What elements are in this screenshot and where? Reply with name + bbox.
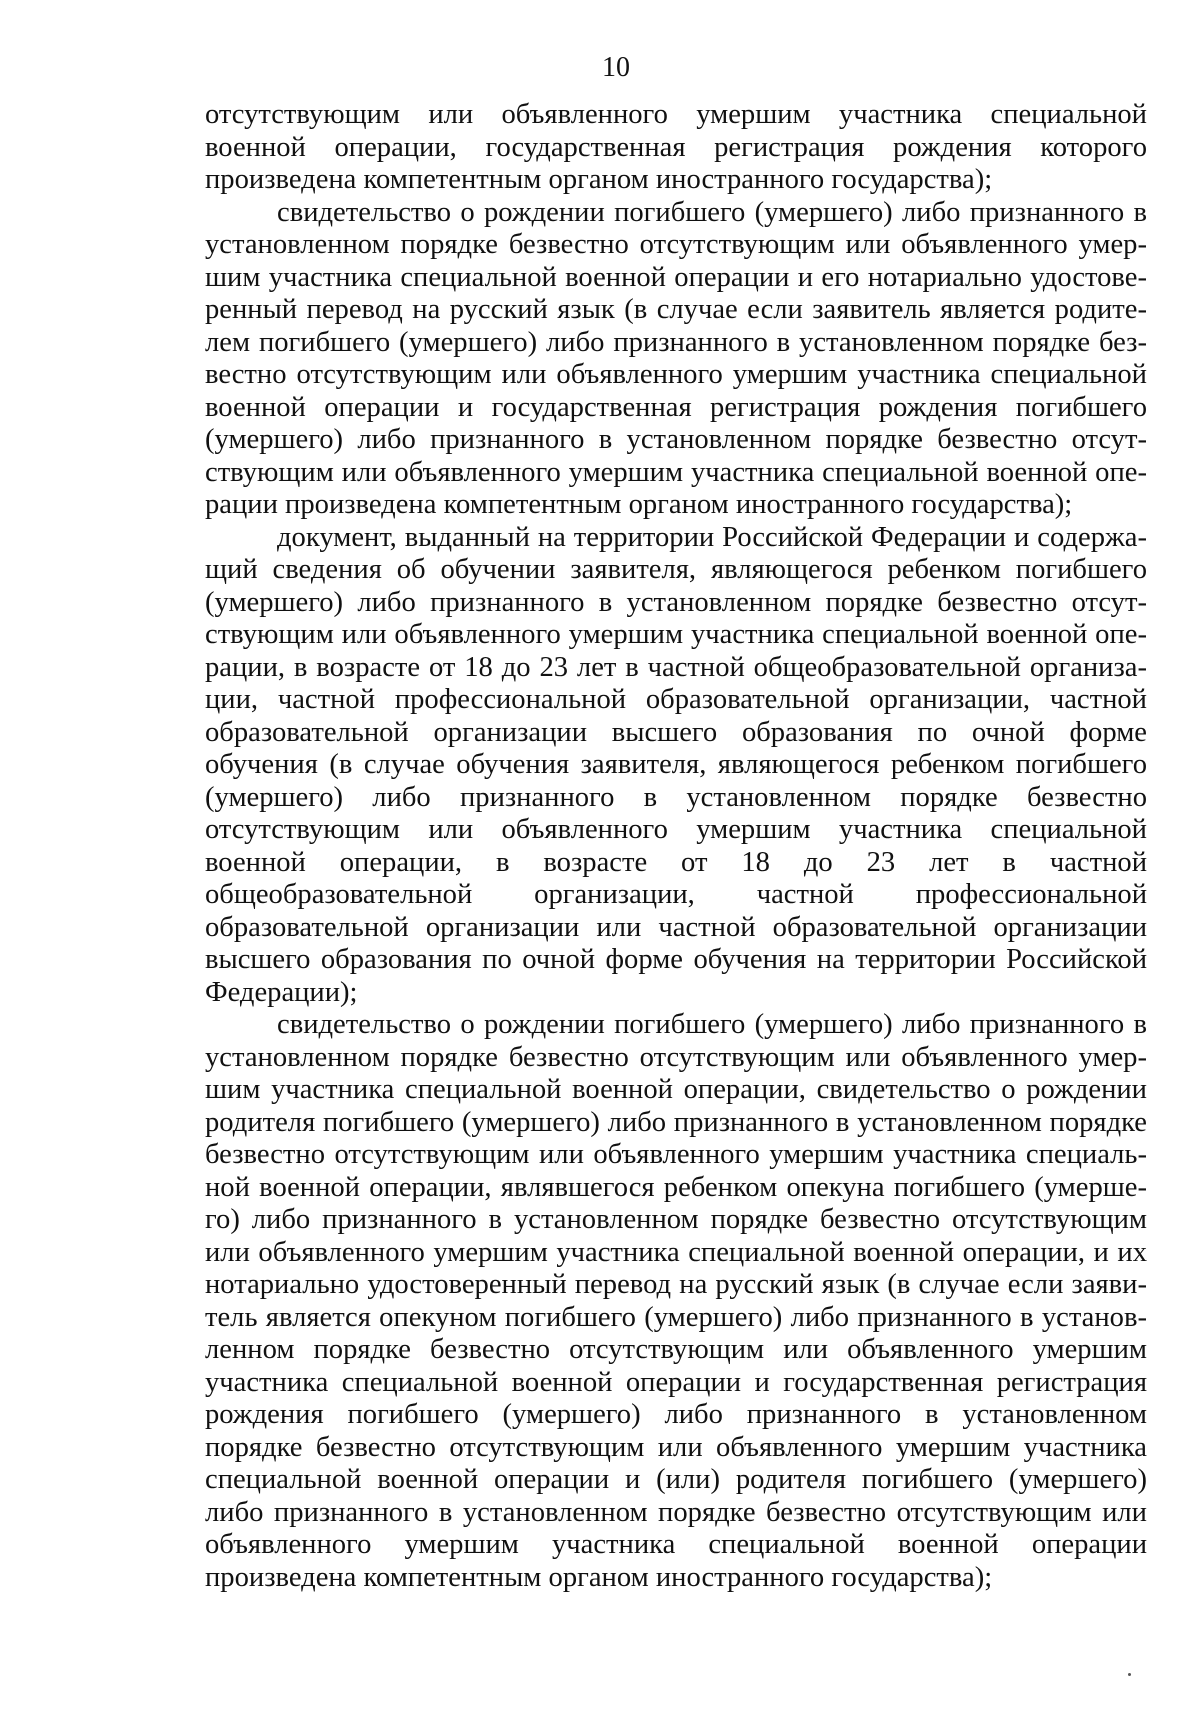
document-body [205, 99, 1147, 1594]
paragraph-1: отсутствующим или объявленного умершим участника специальной военной операции, государственная регистрация рождения которого произведена компетентным органом иностранного государства); [205, 99, 1147, 195]
paragraph-2: свидетельство о рождении погибшего (умершего) либо признанного в установленном порядке безвестно отсутствующим или объявленного умершим участника специальной военной операции и его нотариально удостоверенный перевод на русский язык (в случае если заявитель является родителем погибшего (умершего) либо признанного в установленном порядке безвестно отсутствующим или объявленного умершим участника специальной военной операции и государственная регистрация рождения погибшего (умершего) либо признанного в установленном порядке безвестно отсутствующим или объявленного умершим участника специальной военной операции произведена компетентным органом иностранного государства); [205, 196, 1147, 520]
paragraph-3: документ, выданный на территории Российской Федерации и содержащий сведения об обучении заявителя, являющегося ребенком погибшего (умершего) либо признанного в установленном порядке безвестно отсутствующим или объявленного умершим участника специальной военной операции, в возрасте от 18 до 23 лет в частной общеобразовательной организации, частной профессиональной образовательной организации, частной образовательной организации высшего образования по очной форме обучения (в случае обучения заявителя, являющегося ребенком погибшего (умершего) либо признанного в установленном порядке безвестно отсутствующим или объявленного умершим участника специальной военной операции, в возрасте от 18 до 23 лет в частной общеобразовательной организации, частной профессиональной образовательной организации или частной образовательной организации высшего образования по очной форме обучения на территории Российской Федерации); [205, 521, 1147, 1008]
paragraph-4: свидетельство о рождении погибшего (умершего) либо признанного в установленном порядке безвестно отсутствующим или объявленного умершим участника специальной военной операции, свидетельство о рождении родителя погибшего (умершего) либо признанного в установленном порядке безвестно отсутствующим или объявленного умершим участника специальной военной операции, являвшегося ребенком опекуна погибшего (умершего) либо признанного в установленном порядке безвестно отсутствующим или объявленного умершим участника специальной военной операции, и их нотариально удостоверенный перевод на русский язык (в случае если заявитель является опекуном погибшего (умершего) либо признанного в установленном порядке безвестно отсутствующим или объявленного умершим участника специальной военной операции и государственная регистрация рождения погибшего (умершего) либо признанного в установленном порядке безвестно отсутствующим или объявленного умершим участника специальной военной операции и (или) родителя погибшего (умершего) либо признанного в установленном порядке безвестно отсутствующим или объявленного умершим участника специальной военной операции произведена компетентным органом иностранного государства); [205, 1009, 1147, 1593]
page-number: 10 [602, 52, 630, 83]
scan-speck [1128, 1673, 1131, 1676]
